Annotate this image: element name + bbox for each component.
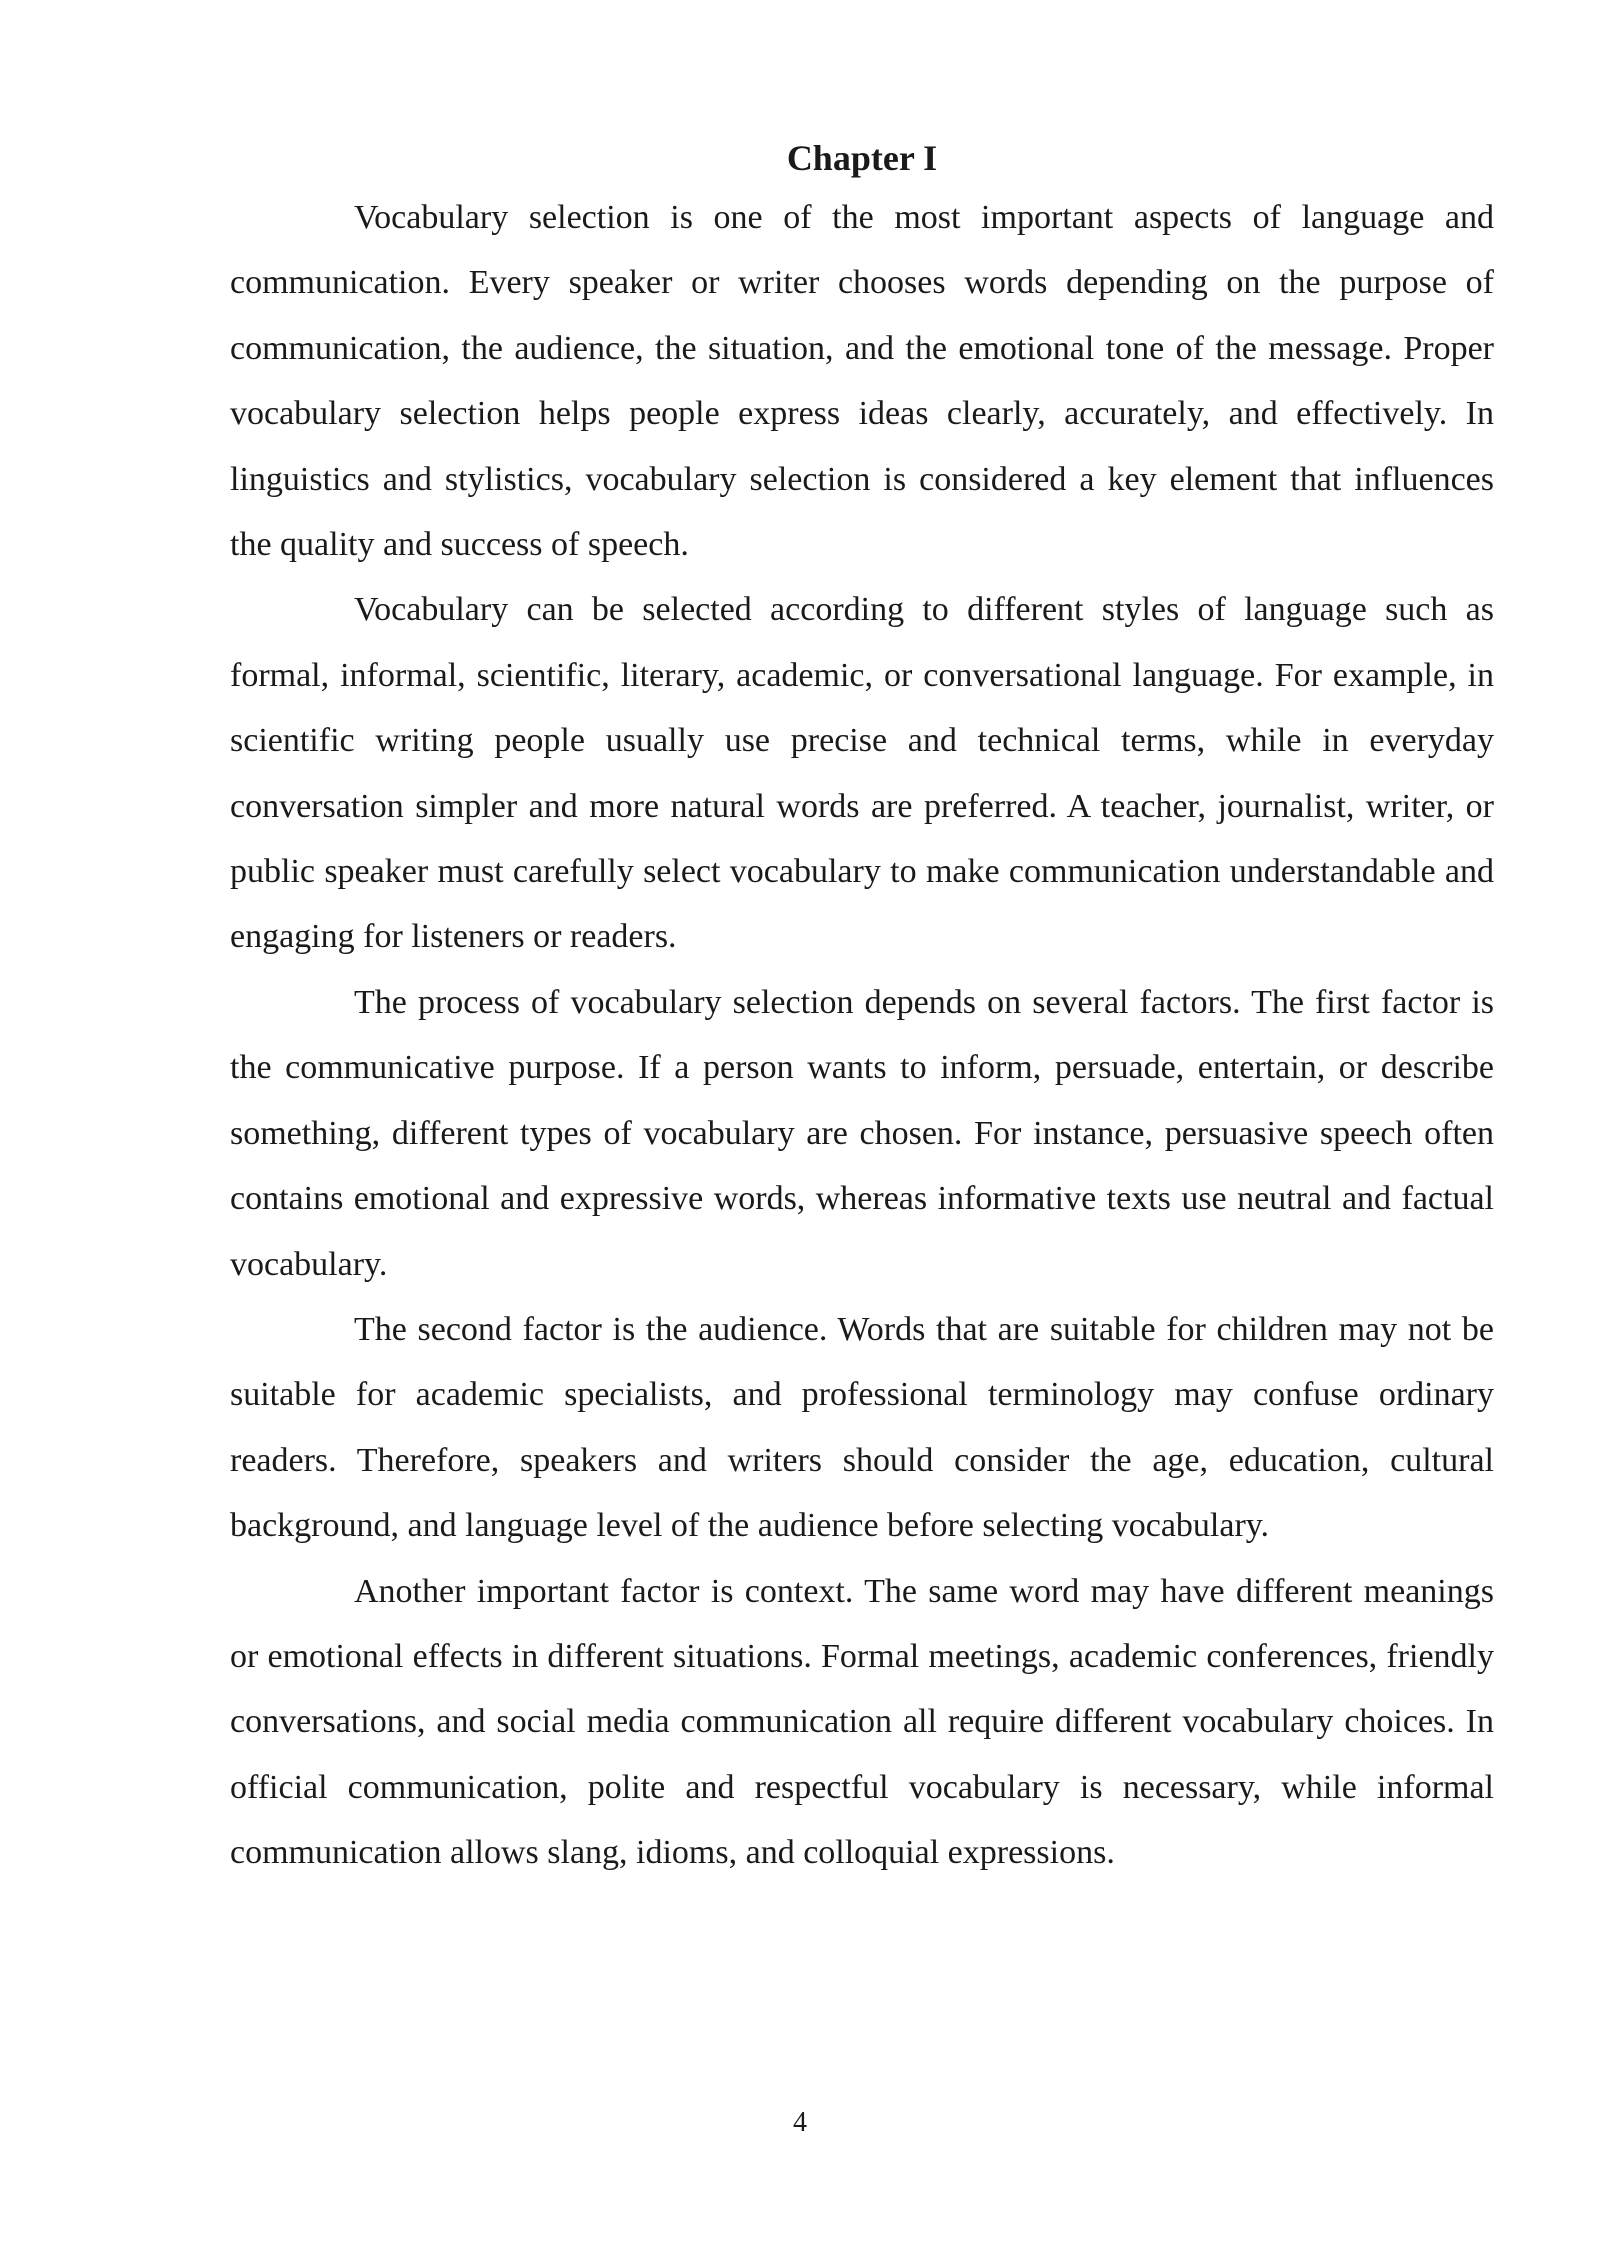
page-number: 4 [793, 2107, 807, 2138]
paragraph-5: Another important factor is context. The same word may have different meanings or emotional effects in different situations. Formal meetings, academic conferences, friendly conversations, and social media communication all require different vocabulary choices. In official communication, polite and respectful vocabulary is necessary, while informal communication allows slang, idioms, and colloquial expressions. [230, 1572, 1494, 1872]
paragraph-3: The process of vocabulary selection depends on several factors. The first factor is the communicative purpose. If a person wants to inform, persuade, entertain, or describe something, different types of vocabulary are chosen. For instance, persuasive speech often contains emotional and expressive words, whereas informative texts use neutral and factual vocabulary. [230, 983, 1494, 1283]
paragraph-2: Vocabulary can be selected according to different styles of language such as formal, informal, scientific, literary, academic, or conversational language. For example, in scientific writing people usually use precise and technical terms, while in everyday conversation simpler and more natural words are preferred. A teacher, journalist, writer, or public speaker must carefully select vocabulary to make communication understandable and engaging for listeners or readers. [230, 591, 1494, 956]
paragraph-4: The second factor is the audience. Words that are suitable for children may not be suitable for academic specialists, and professional terminology may confuse ordinary readers. Therefore, speakers and writers should consider the age, education, cultural background, and language level of the audience before selecting vocabulary. [230, 1310, 1494, 1545]
chapter-title: Chapter I [786, 138, 938, 178]
paragraph-1: Vocabulary selection is one of the most important aspects of language and communication. Every speaker or writer chooses words depending on the purpose of communication, the audience, the situation, and the emotional tone of the message. Proper vocabulary selection helps people express ideas clearly, accurately, and effectively. In linguistics and stylistics, vocabulary selection is considered a key element that influences the quality and success of speech. [230, 199, 1494, 564]
document-page [230, 134, 1494, 1886]
